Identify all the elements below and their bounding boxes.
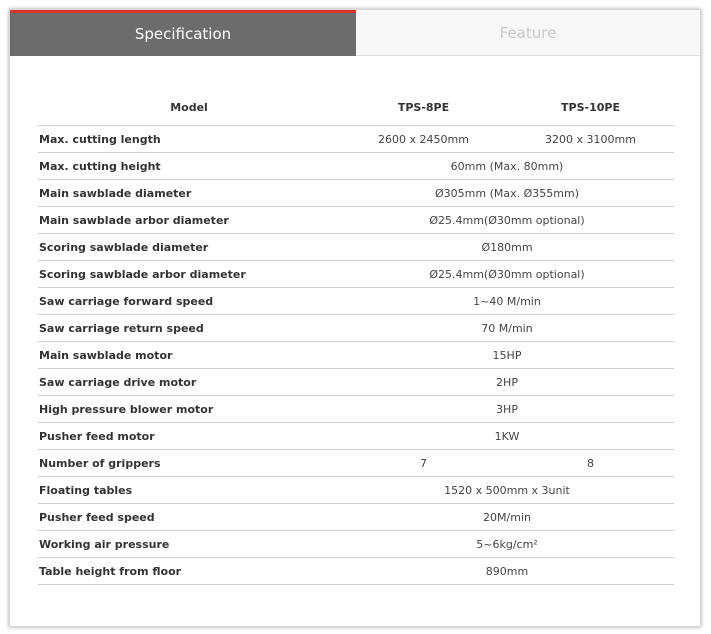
spec-label: Working air pressure <box>38 531 340 558</box>
table-row <box>38 234 674 261</box>
tab-specification[interactable]: Specification <box>10 10 356 56</box>
spec-label: Main sawblade arbor diameter <box>38 207 340 234</box>
spec-label: Max. cutting length <box>38 126 340 153</box>
table-row <box>38 423 674 450</box>
spec-value-shared: 60mm (Max. 80mm) <box>340 153 674 180</box>
table-row <box>38 396 674 423</box>
spec-value-shared: 1KW <box>340 423 674 450</box>
tab-feature[interactable]: Feature <box>356 10 700 56</box>
spec-label: Saw carriage return speed <box>38 315 340 342</box>
spec-label: Scoring sawblade diameter <box>38 234 340 261</box>
spec-value-shared: 1520 x 500mm x 3unit <box>340 477 674 504</box>
spec-value-shared: 3HP <box>340 396 674 423</box>
spec-value-shared: Ø25.4mm(Ø30mm optional) <box>340 207 674 234</box>
spec-panel <box>9 9 701 627</box>
table-row <box>38 153 674 180</box>
spec-value-tps-10pe: 8 <box>507 450 674 477</box>
spec-label: Max. cutting height <box>38 153 340 180</box>
table-row <box>38 558 674 585</box>
spec-value-tps-8pe: 2600 x 2450mm <box>340 126 507 153</box>
spec-label: Number of grippers <box>38 450 340 477</box>
spec-label: Saw carriage drive motor <box>38 369 340 396</box>
table-row <box>38 450 674 477</box>
tab-bar <box>10 10 700 56</box>
spec-value-shared: 890mm <box>340 558 674 585</box>
spec-value-shared: 2HP <box>340 369 674 396</box>
spec-value-shared: 1~40 M/min <box>340 288 674 315</box>
spec-value-shared: 20M/min <box>340 504 674 531</box>
spec-value-shared: Ø180mm <box>340 234 674 261</box>
table-row <box>38 261 674 288</box>
spec-value-shared: 5~6kg/cm² <box>340 531 674 558</box>
spec-label: Pusher feed motor <box>38 423 340 450</box>
spec-label: Table height from floor <box>38 558 340 585</box>
spec-label: High pressure blower motor <box>38 396 340 423</box>
spec-value-shared: 70 M/min <box>340 315 674 342</box>
table-row <box>38 531 674 558</box>
spec-label: Saw carriage forward speed <box>38 288 340 315</box>
header-tps-8pe: TPS-8PE <box>340 89 507 126</box>
table-row <box>38 477 674 504</box>
table-header-row <box>38 89 674 126</box>
spec-label: Scoring sawblade arbor diameter <box>38 261 340 288</box>
table-row <box>38 288 674 315</box>
table-row <box>38 126 674 153</box>
spec-label: Main sawblade motor <box>38 342 340 369</box>
header-tps-10pe: TPS-10PE <box>507 89 674 126</box>
spec-label: Main sawblade diameter <box>38 180 340 207</box>
spec-value-shared: Ø305mm (Max. Ø355mm) <box>340 180 674 207</box>
header-model: Model <box>38 89 340 126</box>
table-row <box>38 369 674 396</box>
table-row <box>38 180 674 207</box>
spec-value-tps-10pe: 3200 x 3100mm <box>507 126 674 153</box>
spec-value-shared: 15HP <box>340 342 674 369</box>
table-row <box>38 207 674 234</box>
spec-value-shared: Ø25.4mm(Ø30mm optional) <box>340 261 674 288</box>
spec-label: Pusher feed speed <box>38 504 340 531</box>
table-row <box>38 504 674 531</box>
table-row <box>38 342 674 369</box>
table-row <box>38 315 674 342</box>
spec-value-tps-8pe: 7 <box>340 450 507 477</box>
spec-table <box>38 89 674 585</box>
spec-label: Floating tables <box>38 477 340 504</box>
table-body <box>38 126 674 585</box>
spec-table-wrapper <box>38 89 674 585</box>
